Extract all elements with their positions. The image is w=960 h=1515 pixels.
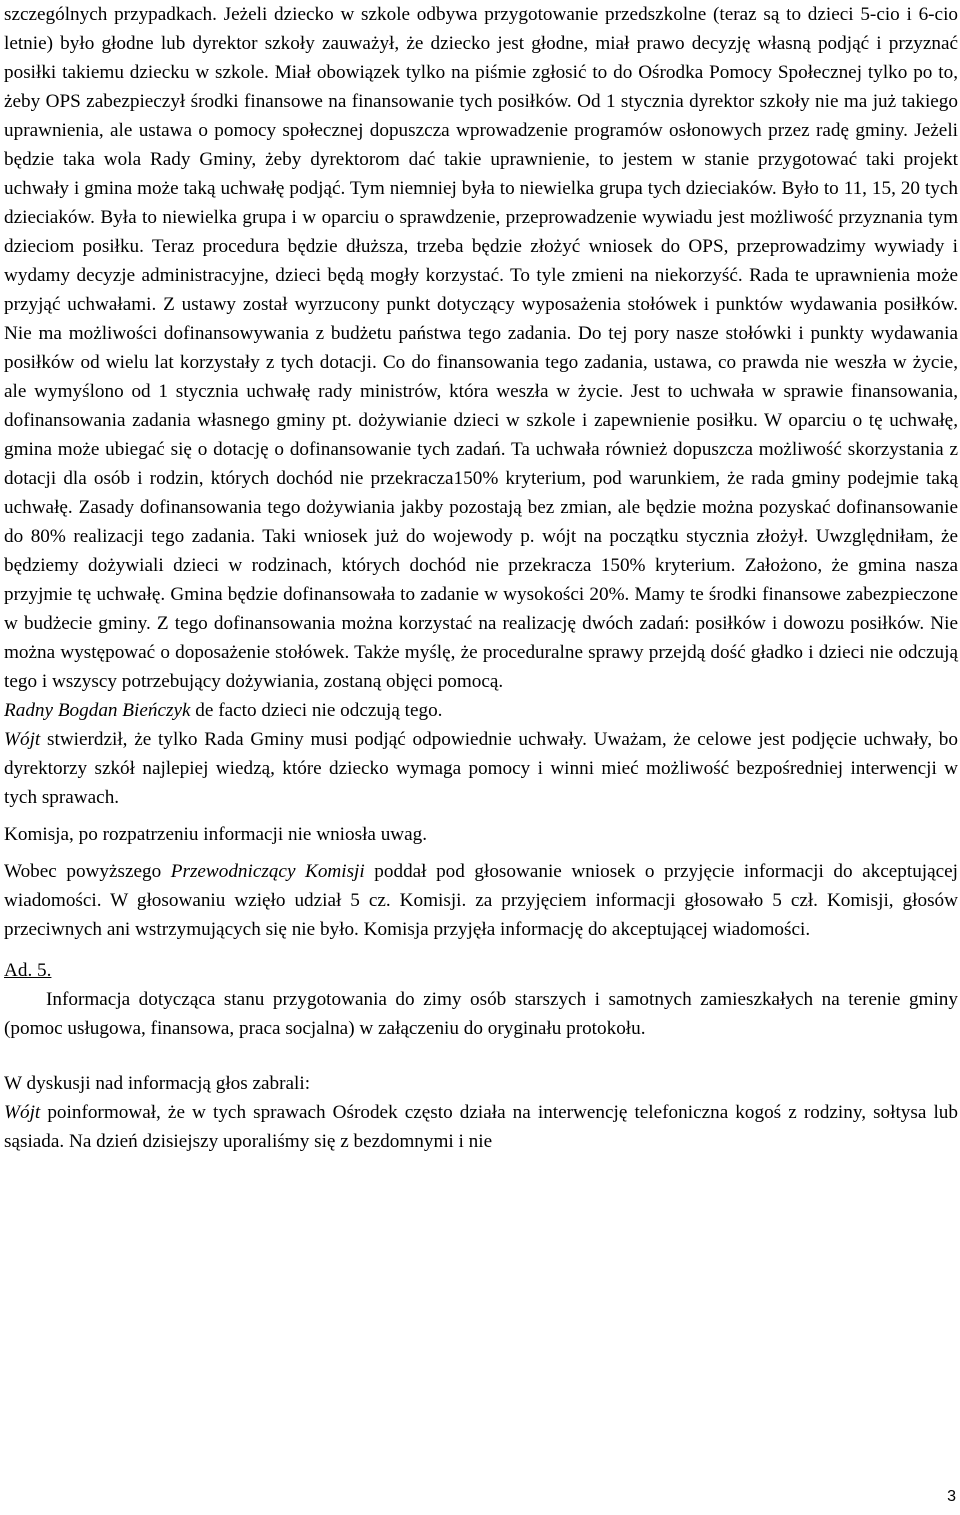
- spacer: [4, 1043, 958, 1069]
- paragraph-main: szczególnych przypadkach. Jeżeli dziecko w szkole odbywa przygotowanie przedszkolne (teraz są to dzieci 5-cio i 6-cio letnie) było głodne lub dyrektor szkoły zauważył, że dziecko jest głodne, miał prawo decyzję własną podjąć i przyznać posiłki takiemu dziecku w szkole. Miał obowiązek tylko na piśmie zgłosić to do Ośrodka Pomocy Społecznej tylko po to, żeby OPS zabezpieczył środki finansowe na finansowanie tych posiłków. Od 1 stycznia dyrektor szkoły nie ma już takiego uprawnienia, ale ustawa o pomocy społecznej dopuszcza wprowadzenie programów osłonowych przez radę gminy. Jeżeli będzie taka wola Rady Gminy, żeby dyrektorom dać takie uprawnienie, to jestem w stanie przygotować taki projekt uchwały i gmina może taką uchwałę podjąć. Tym niemniej była to niewielka grupa tych dzieciaków. Było to 11, 15, 20 tych dzieciaków. Była to niewielka grupa i w oparciu o sprawdzenie, przeprowadzenie wywiadu jest możliwość przyznania tym dzieciom posiłku. Teraz procedura będzie dłuższa, trzeba będzie złożyć wniosek do OPS, przeprowadzimy wywiady i wydamy decyzje administracyjne, dzieci będą mogły korzystać. To tyle zmieni na niekorzyść. Rada te uprawnienia może przyjąć uchwałami. Z ustawy został wyrzucony punkt dotyczący wyposażenia stołówek i punktów wydawania posiłków. Nie ma możliwości dofinansowywania z budżetu państwa tego zadania. Do tej pory nasze stołówki i punkty wydawania posiłków od wielu lat korzystały z tych dotacji. Co do finansowania tego zadania, ustawa, co prawda nie weszła w życie, ale wymyślono od 1 stycznia uchwałę rady ministrów, która weszła w życie. Jest to uchwała w sprawie finansowania, dofinansowania zadania własnego gminy pt. dożywianie dzieci w szkole i zapewnienie posiłku. W oparciu o tę uchwałę, gmina może ubiegać się o dotację o dofinansowanie tych zadań. Ta uchwała również dopuszcza możliwość skorzystania z dotacji dla osób i rodzin, których dochód nie przekracza150% kryterium, pod warunkiem, że rada gminy podejmie taką uchwałę. Zasady dofinansowania tego dożywiania jakby pozostają bez zmian, ale będzie można pozyskać dofinansowanie do 80% realizacji tego zadania. Taki wniosek już do wojewody p. wójt na początku stycznia złożył. Uwzględniłam, że będziemy dożywiali dzieci w rodzinach, których dochód nie przekracza 150% kryterium. Założono, że gmina nasza przyjmie tę uchwałę. Gmina będzie dofinansowała to zadanie w wysokości 20%. Mamy te środki finansowe zabezpieczone w budżecie gminy. Z tego dofinansowania można korzystać na realizację dwóch zadań: posiłków i dowozu posiłków. Nie można występować o doposażenie stołówek. Także myślę, że proceduralne sprawy przejdą dość gładko i dzieci nie odczują tego i wszyscy potrzebujący dożywiania, zostaną objęci pomocą.: [4, 4, 958, 692]
- wojt-discussion-text: poinformował, że w tych sprawach Ośrodek często działa na interwencję telefoniczna kogoś z rodziny, sołtysa lub sąsiada. Na dzień dzisiejszy uporaliśmy się z bezdomnymi i nie: [4, 1102, 958, 1152]
- spacer: [4, 849, 958, 857]
- discussion-heading: W dyskusji nad informacją głos zabrali:: [4, 1073, 311, 1094]
- paragraph-vote: [4, 857, 958, 944]
- wojt-label: Wójt: [4, 729, 41, 750]
- wojt-label: Wójt: [4, 1102, 41, 1123]
- radny-name: Radny Bogdan Bieńczyk: [4, 700, 191, 721]
- paragraph-radny: [4, 696, 958, 725]
- paragraph-wojt-statement: [4, 725, 958, 812]
- vote-text: poddał pod głosowanie wniosek o przyjęcie informacji do akceptującej wiadomości. W głosowaniu wzięło udział 5 cz. Komisji. za przyjęciem informacji głosowało 5 czł. Komisji, głosów przeciwnych ani wstrzymujących się nie było. Komisja przyjęła informację do akceptującej wiadomości.: [4, 861, 958, 940]
- radny-text: de facto dzieci nie odczują tego.: [190, 700, 443, 721]
- spacer: [4, 944, 958, 956]
- paragraph-agenda-info: Informacja dotycząca stanu przygotowania do zimy osób starszych i samotnych zamieszkałych na terenie gminy (pomoc usługowa, finansowa, praca socjalna) w załączeniu do oryginału protokołu.: [4, 989, 958, 1039]
- document-page: [4, 0, 958, 1156]
- paragraph-wojt-discussion: [4, 1098, 958, 1156]
- spacer: [4, 812, 958, 820]
- paragraph-komisja: Komisja, po rozpatrzeniu informacji nie wniosła uwag.: [4, 824, 428, 845]
- vote-prefix: Wobec powyższego: [4, 861, 171, 882]
- wojt-statement-text: stwierdził, że tylko Rada Gminy musi podjąć odpowiednie uchwały. Uważam, że celowe jest podjęcie uchwały, bo dyrektorzy szkół najlepiej wiedzą, które dziecko wymaga pomocy i winni mieć możliwość bezpośredniej interwencji w tych sprawach.: [4, 729, 958, 808]
- vote-chair: Przewodniczący Komisji: [170, 861, 365, 882]
- page-number: 3: [947, 1488, 956, 1505]
- agenda-heading: Ad. 5.: [4, 960, 52, 981]
